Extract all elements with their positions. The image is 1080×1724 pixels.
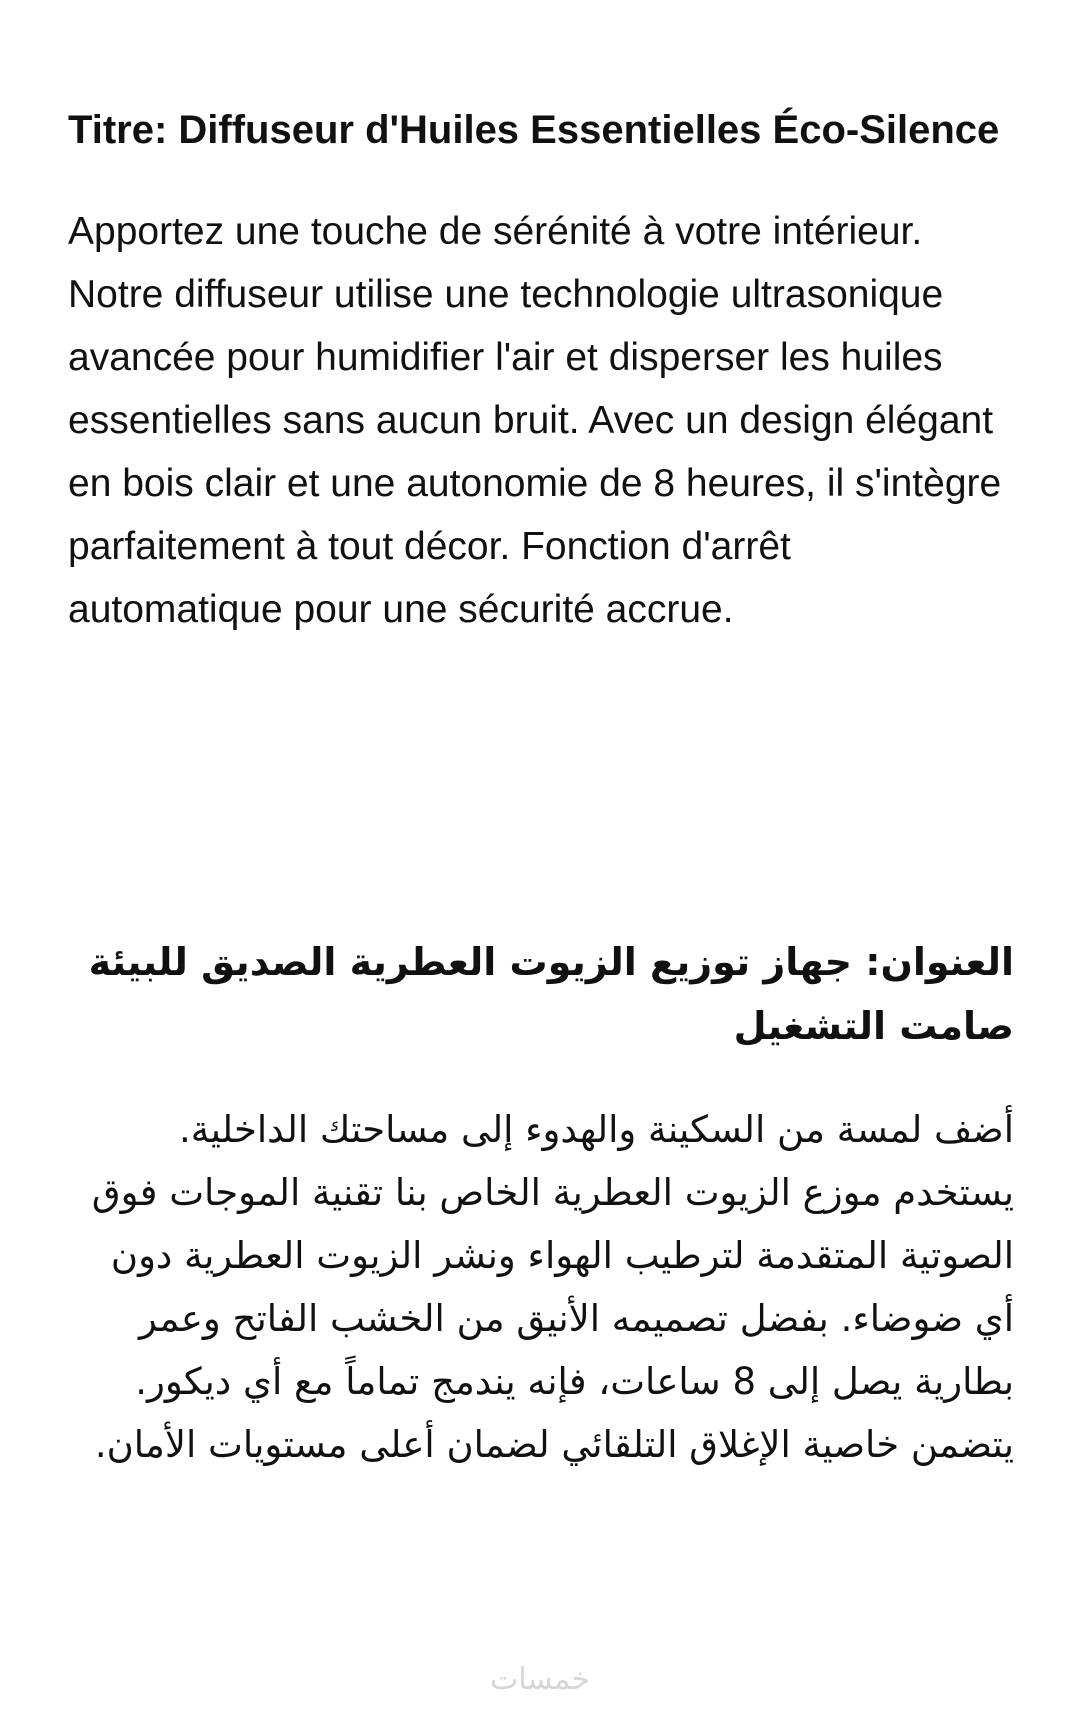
french-product-section [68,98,1014,641]
arabic-product-description: أضف لمسة من السكينة والهدوء إلى مساحتك الداخلية. يستخدم موزع الزيوت العطرية الخاص بنا تقنية الموجات فوق الصوتية المتقدمة لترطيب الهواء ونشر الزيوت العطرية دون أي ضوضاء. بفضل تصميمه الأنيق من الخشب الفاتح وعمر بطارية يصل إلى 8 ساعات، فإنه يندمج تماماً مع أي ديكور. يتضمن خاصية الإغلاق التلقائي لضمان أعلى مستويات الأمان. [91,1108,1014,1466]
arabic-product-section [68,930,1014,1476]
french-product-description: Apportez une touche de sérénité à votre intérieur. Notre diffuseur utilise une technologie ultrasonique avancée pour humidifier l'air et disperser les huiles essentielles sans aucun bruit. Avec un design élégant en bois clair et une autonomie de 8 heures, il s'intègre parfaitement à tout décor. Fonction d'arrêt automatique pour une sécurité accrue. [68,210,1002,631]
french-product-title: Titre: Diffuseur d'Huiles Essentielles Éco-Silence [68,108,1000,152]
khamsat-watermark-logo: خمسات [489,1662,591,1697]
arabic-product-title: العنوان: جهاز توزيع الزيوت العطرية الصديق للبيئة صامت التشغيل [88,940,1014,1048]
